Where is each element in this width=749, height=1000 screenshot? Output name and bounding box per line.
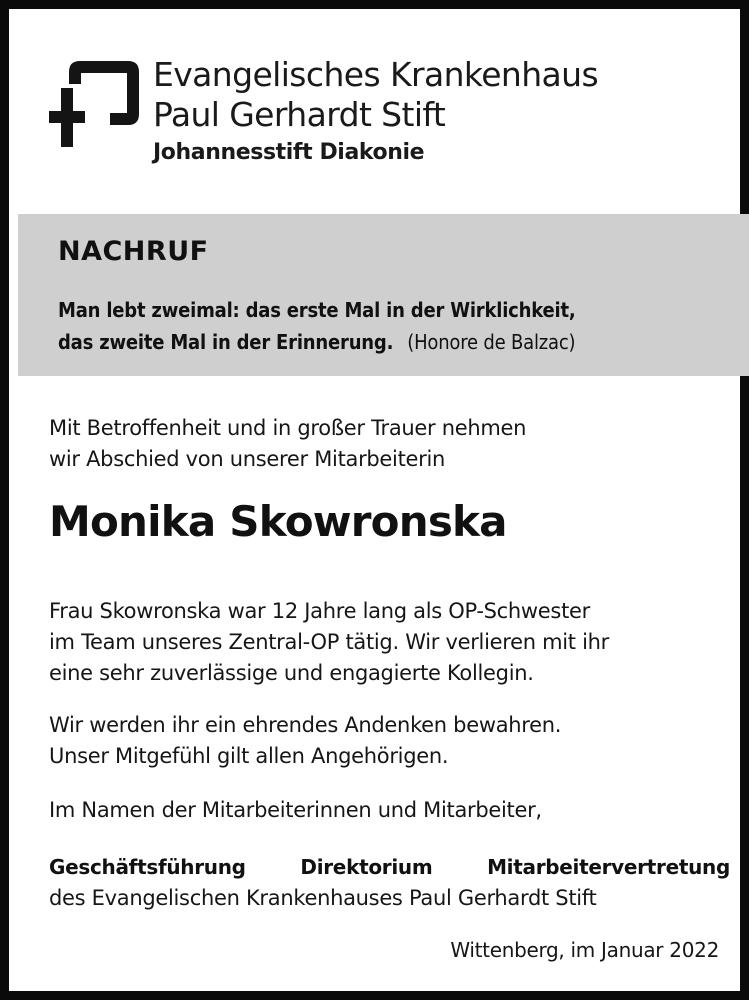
paragraph-condolence bbox=[49, 710, 561, 772]
logo-line-diakonie: Johannesstift Diakonie bbox=[153, 140, 425, 165]
paragraph2-line-2: Unser Mitgefühl gilt allen Angehörigen. bbox=[49, 744, 449, 768]
intro-line-2: wir Abschied von unserer Mitarbeiterin bbox=[49, 447, 446, 471]
cross-bracket-logo-icon bbox=[49, 58, 141, 150]
signatories-subline bbox=[49, 883, 596, 914]
logo-line-stift: Paul Gerhardt Stift bbox=[153, 95, 446, 134]
paragraph2-line-1: Wir werden ihr ein ehrendes Andenken bewahren. bbox=[49, 713, 562, 737]
signatories-sub-text: des Evangelischen Krankenhauses Paul Gerhardt Stift bbox=[49, 886, 597, 910]
quote-line-2-text: das zweite Mal in der Erinnerung. bbox=[58, 330, 394, 354]
signatory-directorate: Direktorium bbox=[300, 855, 433, 879]
logo-wordmark bbox=[153, 55, 598, 167]
signatory-staff-council: Mitarbeitervertretung bbox=[487, 855, 730, 879]
quote bbox=[58, 294, 738, 358]
paragraph-career bbox=[49, 596, 609, 689]
closing-text bbox=[49, 795, 542, 826]
heading-band bbox=[18, 214, 749, 376]
page-title: NACHRUF bbox=[58, 236, 209, 267]
closing-line: Im Namen der Mitarbeiterinnen und Mitarbeiter, bbox=[49, 798, 542, 822]
quote-author: (Honore de Balzac) bbox=[407, 330, 576, 354]
deceased-name: Monika Skowronska bbox=[49, 497, 507, 546]
intro-line-1: Mit Betroffenheit und in großer Trauer nehmen bbox=[49, 416, 527, 440]
paragraph1-line-2: im Team unseres Zentral-OP tätig. Wir verlieren mit ihr bbox=[49, 630, 609, 654]
logo-line-hospital: Evangelisches Krankenhaus bbox=[153, 55, 599, 94]
signatory-management: Geschäftsführung bbox=[49, 855, 246, 879]
quote-line-2 bbox=[58, 326, 738, 358]
intro-text bbox=[49, 413, 526, 475]
paragraph1-line-3: eine sehr zuverlässige und engagierte Kollegin. bbox=[49, 661, 534, 685]
place-date: Wittenberg, im Januar 2022 bbox=[450, 938, 719, 962]
signatories bbox=[49, 852, 730, 883]
quote-line-1: Man lebt zweimal: das erste Mal in der Wirklichkeit, bbox=[58, 298, 576, 322]
paragraph1-line-1: Frau Skowronska war 12 Jahre lang als OP-Schwester bbox=[49, 599, 590, 623]
